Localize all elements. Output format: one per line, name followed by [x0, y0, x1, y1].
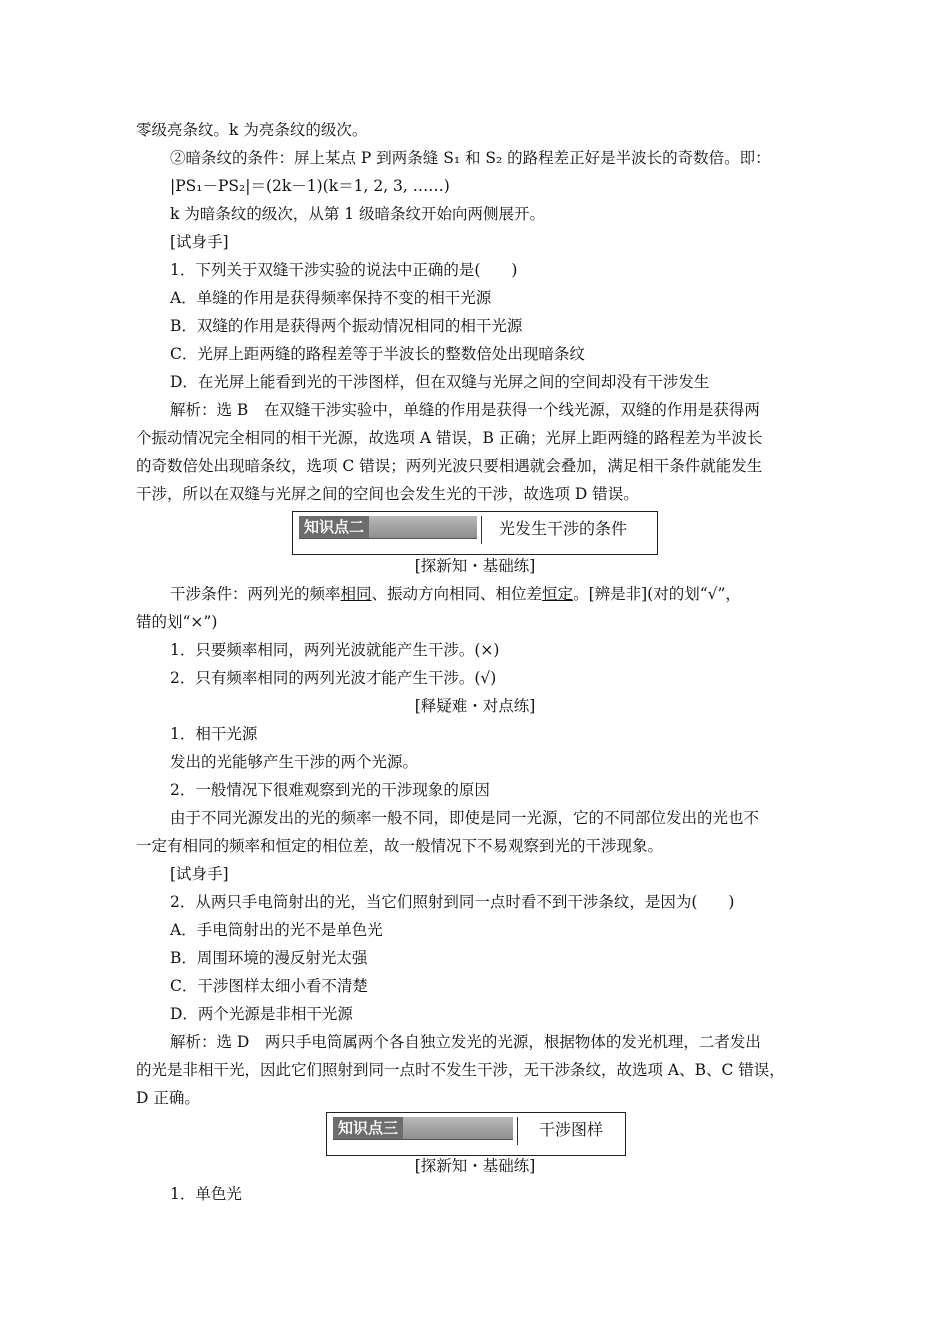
option-c: C．光屏上距两缝的路程差等于半波长的整数倍处出现暗条纹: [170, 345, 585, 363]
divider: [481, 516, 482, 544]
knowledge-point-tab: [333, 1117, 513, 1140]
analysis-line: 干涉，所以在双缝与光屏之间的空间也会发生光的干涉，故选项 D 错误。: [136, 485, 639, 503]
option-a: A．单缝的作用是获得频率保持不变的相干光源: [170, 289, 492, 307]
judgement-item: 2．只有频率相同的两列光波才能产生干涉。(√): [170, 669, 497, 687]
section-tag: [试身手]: [170, 233, 229, 251]
subheading: 1．单色光: [170, 1185, 242, 1203]
analysis-line: 的光是非相干光，因此它们照射到同一点时不发生干涉，无干涉条纹，故选项 A、B、C 错误，: [136, 1061, 785, 1079]
question-stem: 1．下列关于双缝干涉实验的说法中正确的是( ): [170, 261, 518, 279]
analysis-line: 解析：选 D 两只手电筒属两个各自独立发光的光源，根据物体的发光机理，二者发出: [170, 1033, 761, 1051]
question-stem: 2．从两只手电筒射出的光，当它们照射到同一点时看不到干涉条纹，是因为( ): [170, 893, 735, 911]
knowledge-point-title: 光发生干涉的条件: [499, 519, 628, 538]
analysis-line: 解析：选 B 在双缝干涉实验中，单缝的作用是获得一个线光源，双缝的作用是获得两: [170, 401, 760, 419]
subheading: 2．一般情况下很难观察到光的干涉现象的原因: [170, 781, 490, 799]
option-b: B．周围环境的漫反射光太强: [170, 949, 368, 967]
option-d: D．在光屏上能看到光的干涉图样，但在双缝与光屏之间的空间却没有干涉发生: [170, 373, 710, 391]
text-line: ②暗条纹的条件：屏上某点 P 到两条缝 S₁ 和 S₂ 的路程差正好是半波长的奇数倍。即：: [170, 149, 771, 167]
text-line: k 为暗条纹的级次，从第 1 级暗条纹开始向两侧展开。: [170, 205, 546, 223]
option-c: C．干涉图样太细小看不清楚: [170, 977, 368, 995]
judgement-item: 1．只要频率相同，两列光波就能产生干涉。(×): [170, 641, 500, 659]
section-tag: [探新知・基础练]: [414, 1157, 536, 1175]
text-line: 错的划“×”): [136, 613, 218, 631]
option-a: A．手电筒射出的光不是单色光: [170, 921, 383, 939]
formula-line: |PS₁－PS₂|＝(2k－1)(k＝1, 2, 3, ……): [170, 177, 450, 195]
analysis-line: 个振动情况完全相同的相干光源，故选项 A 错误，B 正确；光屏上距两缝的路程差为半波长: [136, 429, 763, 447]
underlined-answer: 相同: [340, 585, 372, 603]
text-span: 、振动方向相同、相位差: [371, 585, 543, 603]
text-line: 零级亮条纹。k 为亮条纹的级次。: [136, 121, 368, 139]
knowledge-point-2-header: [292, 511, 658, 555]
knowledge-point-3-header: [326, 1112, 626, 1156]
underlined-answer: 恒定: [542, 585, 574, 603]
analysis-line: 的奇数倍处出现暗条纹，选项 C 错误；两列光波只要相遇就会叠加，满足相干条件就能发生: [136, 457, 763, 475]
text-line: 由于不同光源发出的光的频率一般不同，即使是同一光源，它的不同部位发出的光也不: [170, 809, 760, 827]
text-line: [170, 584, 860, 604]
section-tag: [释疑难・对点练]: [414, 697, 536, 715]
knowledge-point-title: 干涉图样: [539, 1120, 604, 1139]
text-span: 。[辨是非](对的划“√”，: [573, 585, 741, 603]
knowledge-point-label: 知识点二: [299, 516, 369, 538]
knowledge-point-tab: [299, 516, 477, 539]
section-tag: [试身手]: [170, 865, 229, 883]
section-tag: [探新知・基础练]: [414, 557, 536, 575]
knowledge-point-label: 知识点三: [333, 1117, 403, 1139]
text-line: 发出的光能够产生干涉的两个光源。: [170, 753, 419, 771]
divider: [517, 1117, 518, 1145]
text-line: 一定有相同的频率和恒定的相位差，故一般情况下不易观察到光的干涉现象。: [136, 837, 664, 855]
option-d: D．两个光源是非相干光源: [170, 1005, 353, 1023]
text-span: 干涉条件：两列光的频率: [170, 585, 341, 603]
analysis-line: D 正确。: [136, 1089, 200, 1107]
option-b: B．双缝的作用是获得两个振动情况相同的相干光源: [170, 317, 523, 335]
subheading: 1．相干光源: [170, 725, 258, 743]
